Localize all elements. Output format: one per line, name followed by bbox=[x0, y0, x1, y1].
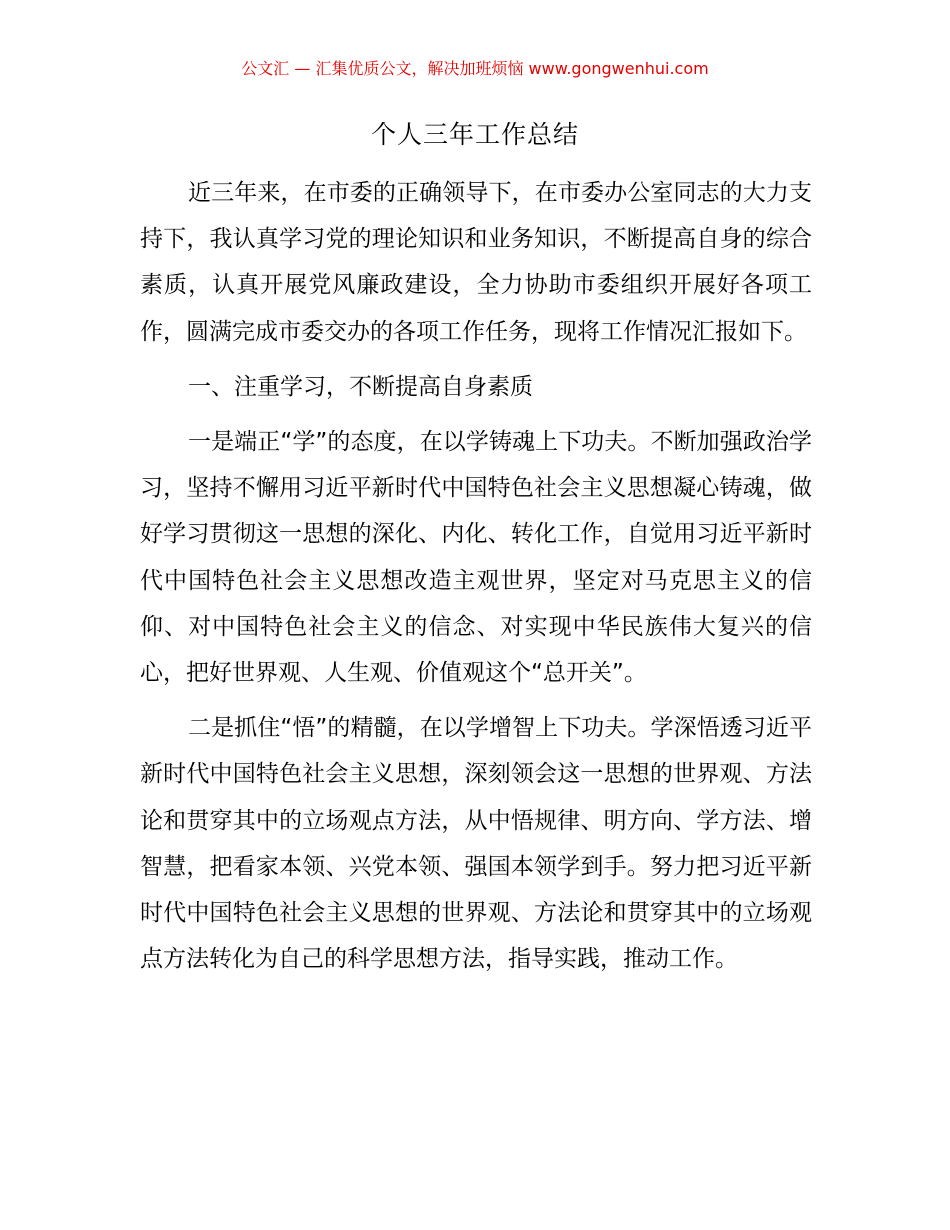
paragraph-intro: 近三年来，在市委的正确领导下，在市委办公室同志的大力支持下，我认真学习党的理论知识和业务知识，不断提高自身的综合素质，认真开展党风廉政建设，全力协助市委组织开展好各项工作，圆满完成市委交办的各项工作任务，现将工作情况汇报如下。 bbox=[140, 180, 812, 345]
header-banner: 公文汇 — 汇集优质公文，解决加班烦恼 www.gongwenhui.com bbox=[241, 59, 709, 78]
document-title: 个人三年工作总结 bbox=[370, 120, 579, 149]
document-body bbox=[140, 170, 812, 982]
paragraph-study-essence: 二是抓住“悟”的精髓，在以学增智上下功夫。学深悟透习近平新时代中国特色社会主义思想，深刻领会这一思想的世界观、方法论和贯穿其中的立场观点方法，从中悟规律、明方向、学方法、增智慧，把看家本领、兴党本领、强国本领学到手。努力把习近平新时代中国特色社会主义思想的世界观、方法论和贯穿其中的立场观点方法转化为自己的科学思想方法，指导实践，推动工作。 bbox=[140, 715, 812, 973]
paragraph-study-attitude: 一是端正“学”的态度，在以学铸魂上下功夫。不断加强政治学习，坚持不懈用习近平新时代中国特色社会主义思想凝心铸魂，做好学习贯彻这一思想的深化、内化、转化工作，自觉用习近平新时代中国特色社会主义思想改造主观世界，坚定对马克思主义的信仰、对中国特色社会主义的信念、对实现中华民族伟大复兴的信心，把好世界观、人生观、价值观这个“总开关”。 bbox=[140, 429, 812, 687]
section-heading-1: 一、注重学习，不断提高自身素质 bbox=[188, 373, 533, 400]
